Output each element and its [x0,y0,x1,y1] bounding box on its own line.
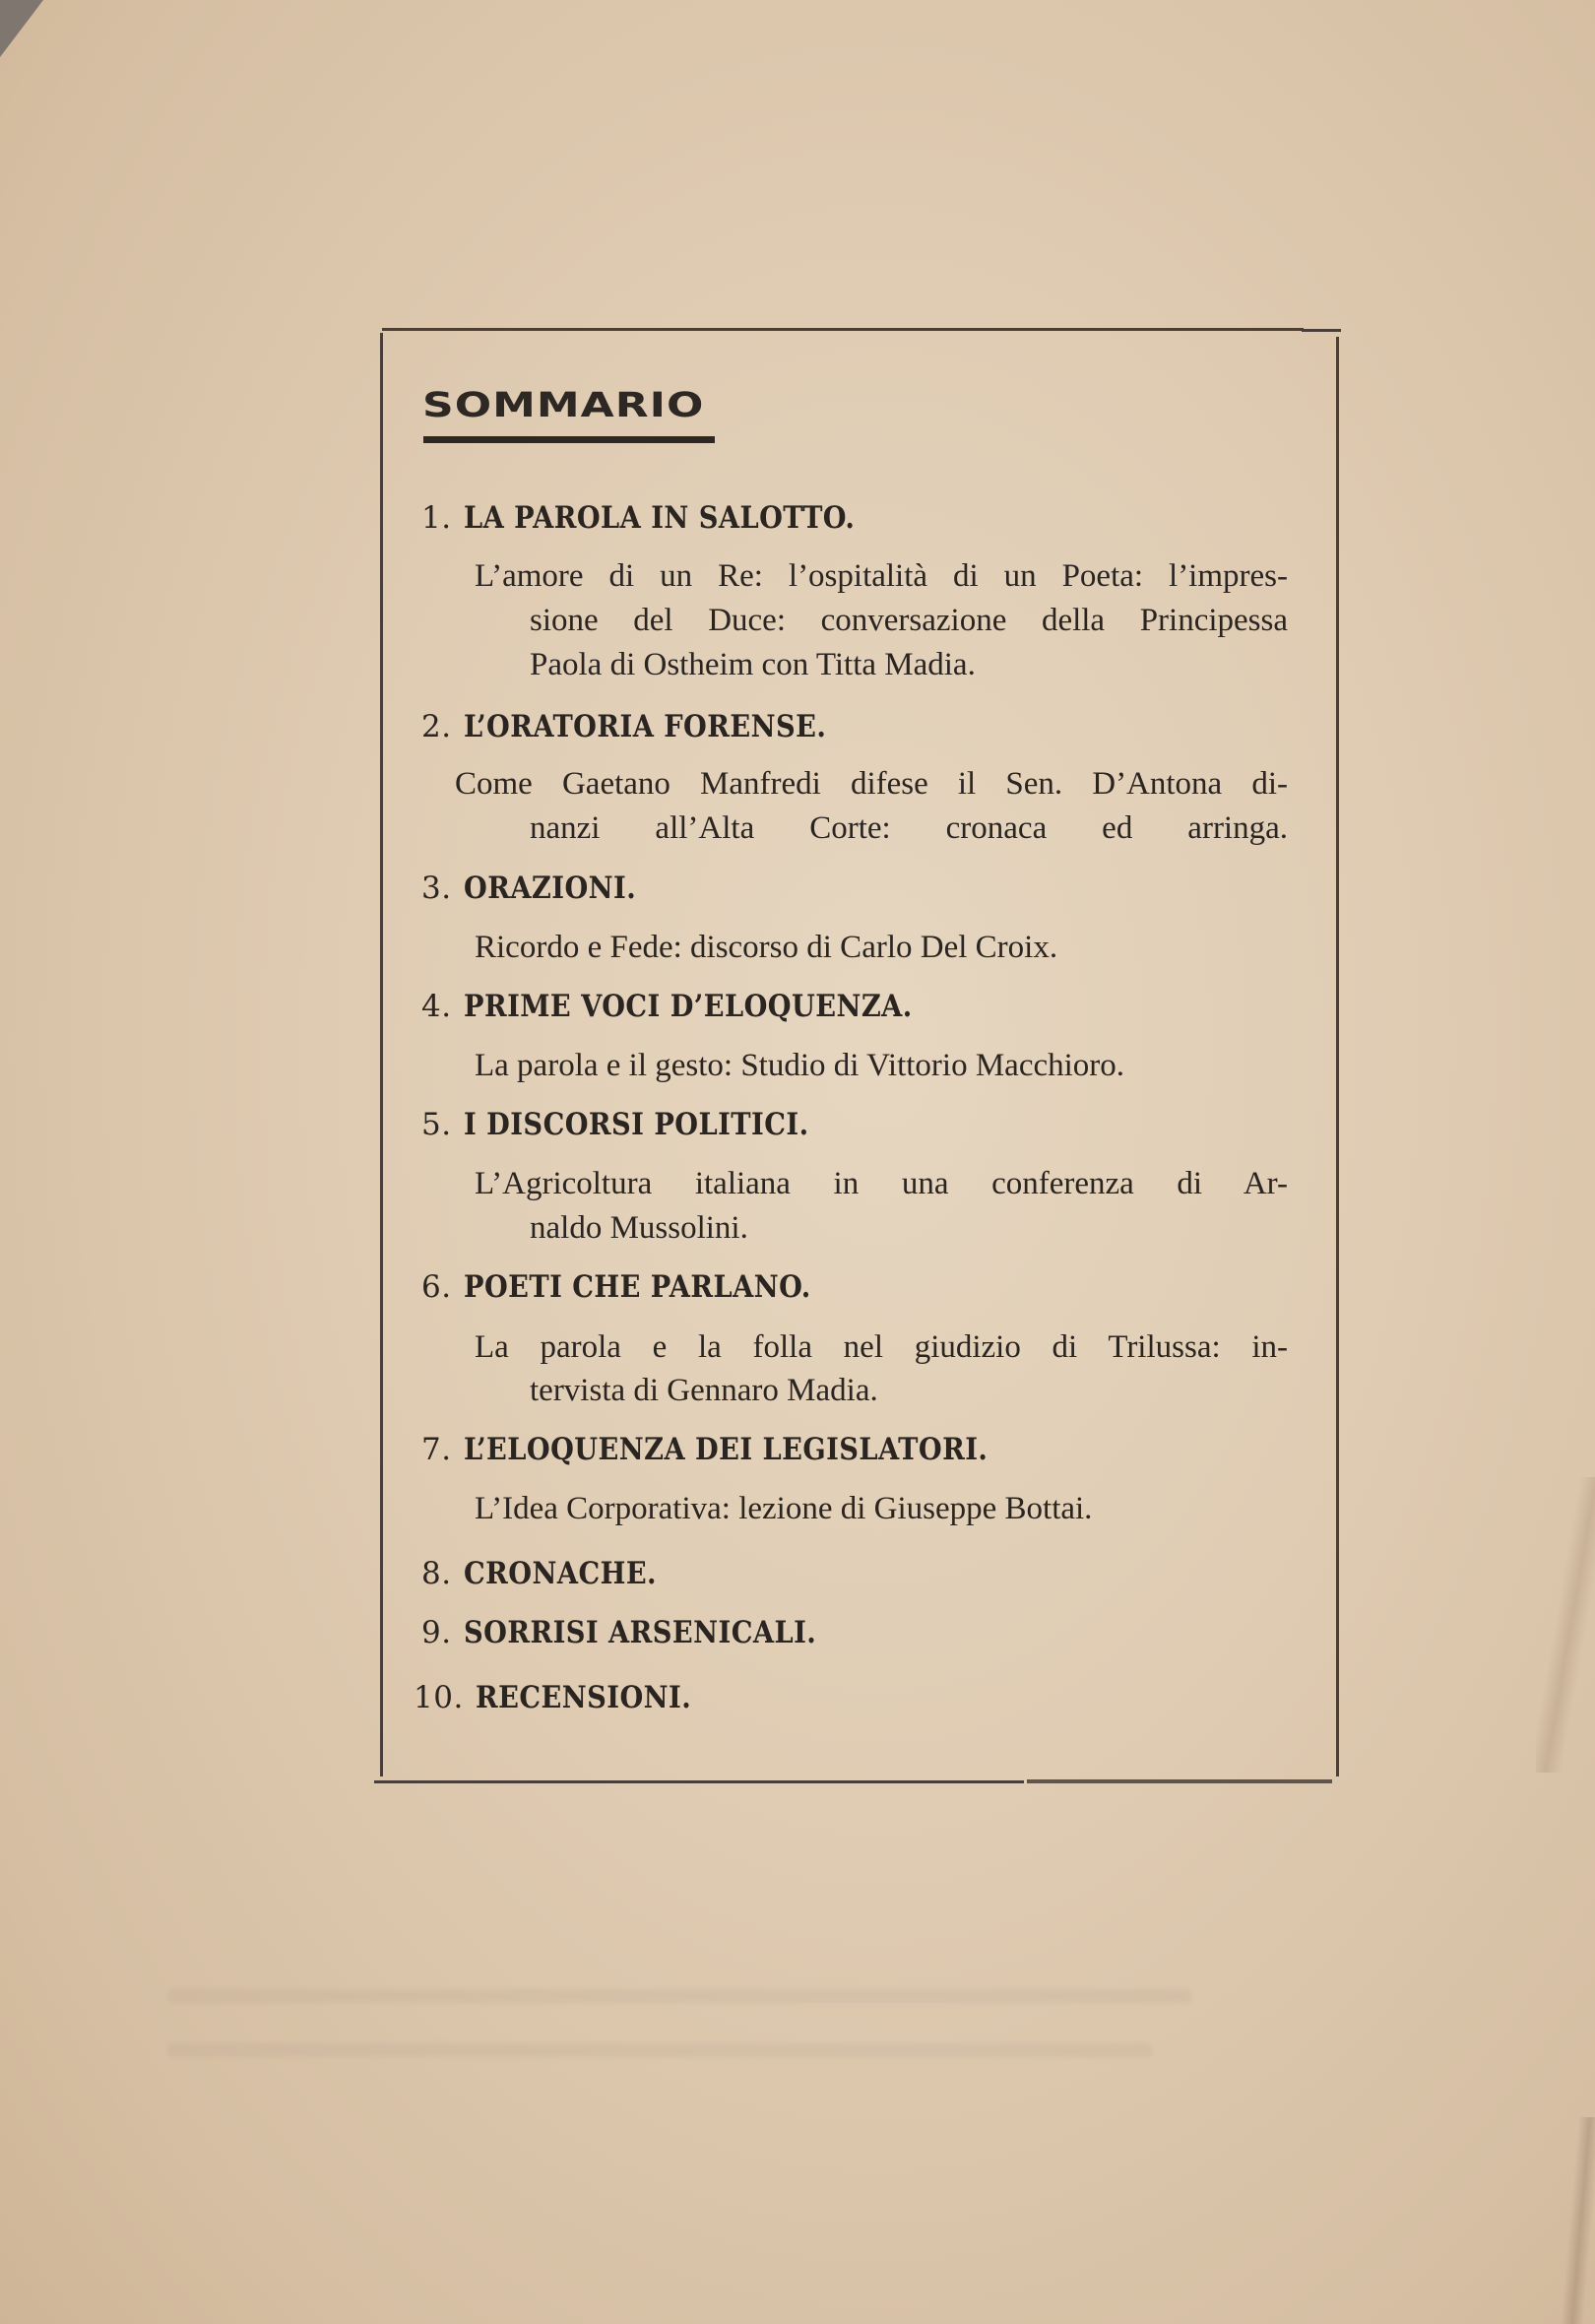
toc-description-line: L’amore di un Re: l’ospitalità di un Poeta: l’impres- [475,558,1288,594]
toc-heading [421,498,908,538]
toc-description-line: La parola e la folla nel giudizio di Trilussa: in- [475,1329,1288,1365]
toc-description-line: naldo Mussolini. [530,1210,748,1246]
frame-rule-left [380,333,383,1776]
toc-number: 9. [421,1615,452,1650]
toc-number: 5. [421,1107,452,1142]
toc-number: 7. [421,1432,452,1467]
toc-description-line: Paola di Ostheim con Titta Madia. [530,647,976,682]
frame-rule-top [382,328,1304,331]
frame-rule-top [1302,329,1341,332]
toc-number: 10. [414,1680,464,1715]
toc-number: 4. [421,989,452,1024]
toc-heading [421,1267,858,1307]
frame-rule-bottom [1027,1779,1332,1783]
paper-crease [1556,2117,1595,2324]
show-through-smudge [167,2043,1152,2057]
toc-heading-label: L’ELOQUENZA DEI LEGISLATORI. [463,1432,988,1467]
page-corner-fold [0,0,43,57]
toc-heading [421,1613,864,1652]
toc-heading [421,1554,682,1593]
toc-description-line: L’Agricoltura italiana in una conferenza di Ar- [475,1166,1288,1201]
toc-description-line: La parola e il gesto: Studio di Vittorio Macchioro. [475,1048,1125,1083]
toc-heading-label: ORAZIONI. [463,871,636,906]
toc-number: 1. [421,500,452,536]
toc-heading-label: CRONACHE. [463,1556,657,1591]
toc-heading [414,1678,721,1717]
paper-crease [1536,1477,1595,1773]
toc-heading-label: LA PAROLA IN SALOTTO. [463,500,855,536]
toc-description-line: sione del Duce: conversazione della Principessa [530,603,1288,638]
show-through-smudge [167,1989,1191,2003]
frame-rule-bottom [374,1780,1024,1783]
toc-heading-label: PRIME VOCI D’ELOQUENZA. [463,989,913,1024]
toc-description-line: Ricordo e Fede: discorso di Carlo Del Croix. [475,930,1058,965]
toc-heading [421,1105,856,1144]
title-underline [423,436,715,443]
toc-heading-label: RECENSIONI. [475,1680,691,1715]
toc-description-line: L’Idea Corporativa: lezione di Giuseppe Bottai. [475,1491,1093,1526]
toc-heading-label: L’ORATORIA FORENSE. [463,709,826,744]
toc-heading [421,1430,1059,1469]
toc-description-line: Come Gaetano Manfredi difese il Sen. D’Antona di- [455,766,1288,802]
toc-heading-label: SORRISI ARSENICALI. [463,1615,816,1650]
toc-heading [421,987,973,1026]
toc-heading [421,707,875,746]
toc-number: 2. [421,709,452,744]
toc-heading-label: POETI CHE PARLANO. [463,1269,811,1305]
toc-number: 8. [421,1556,452,1591]
toc-number: 3. [421,871,452,906]
page-title: SOMMARIO [422,386,705,425]
toc-description-line: nanzi all’Alta Corte: cronaca ed arringa. [530,810,1288,846]
toc-heading-label: I DISCORSI POLITICI. [463,1107,809,1142]
toc-description-line: tervista di Gennaro Madia. [530,1373,878,1408]
toc-heading [421,869,660,908]
frame-rule-right [1336,337,1339,1776]
toc-number: 6. [421,1269,452,1305]
